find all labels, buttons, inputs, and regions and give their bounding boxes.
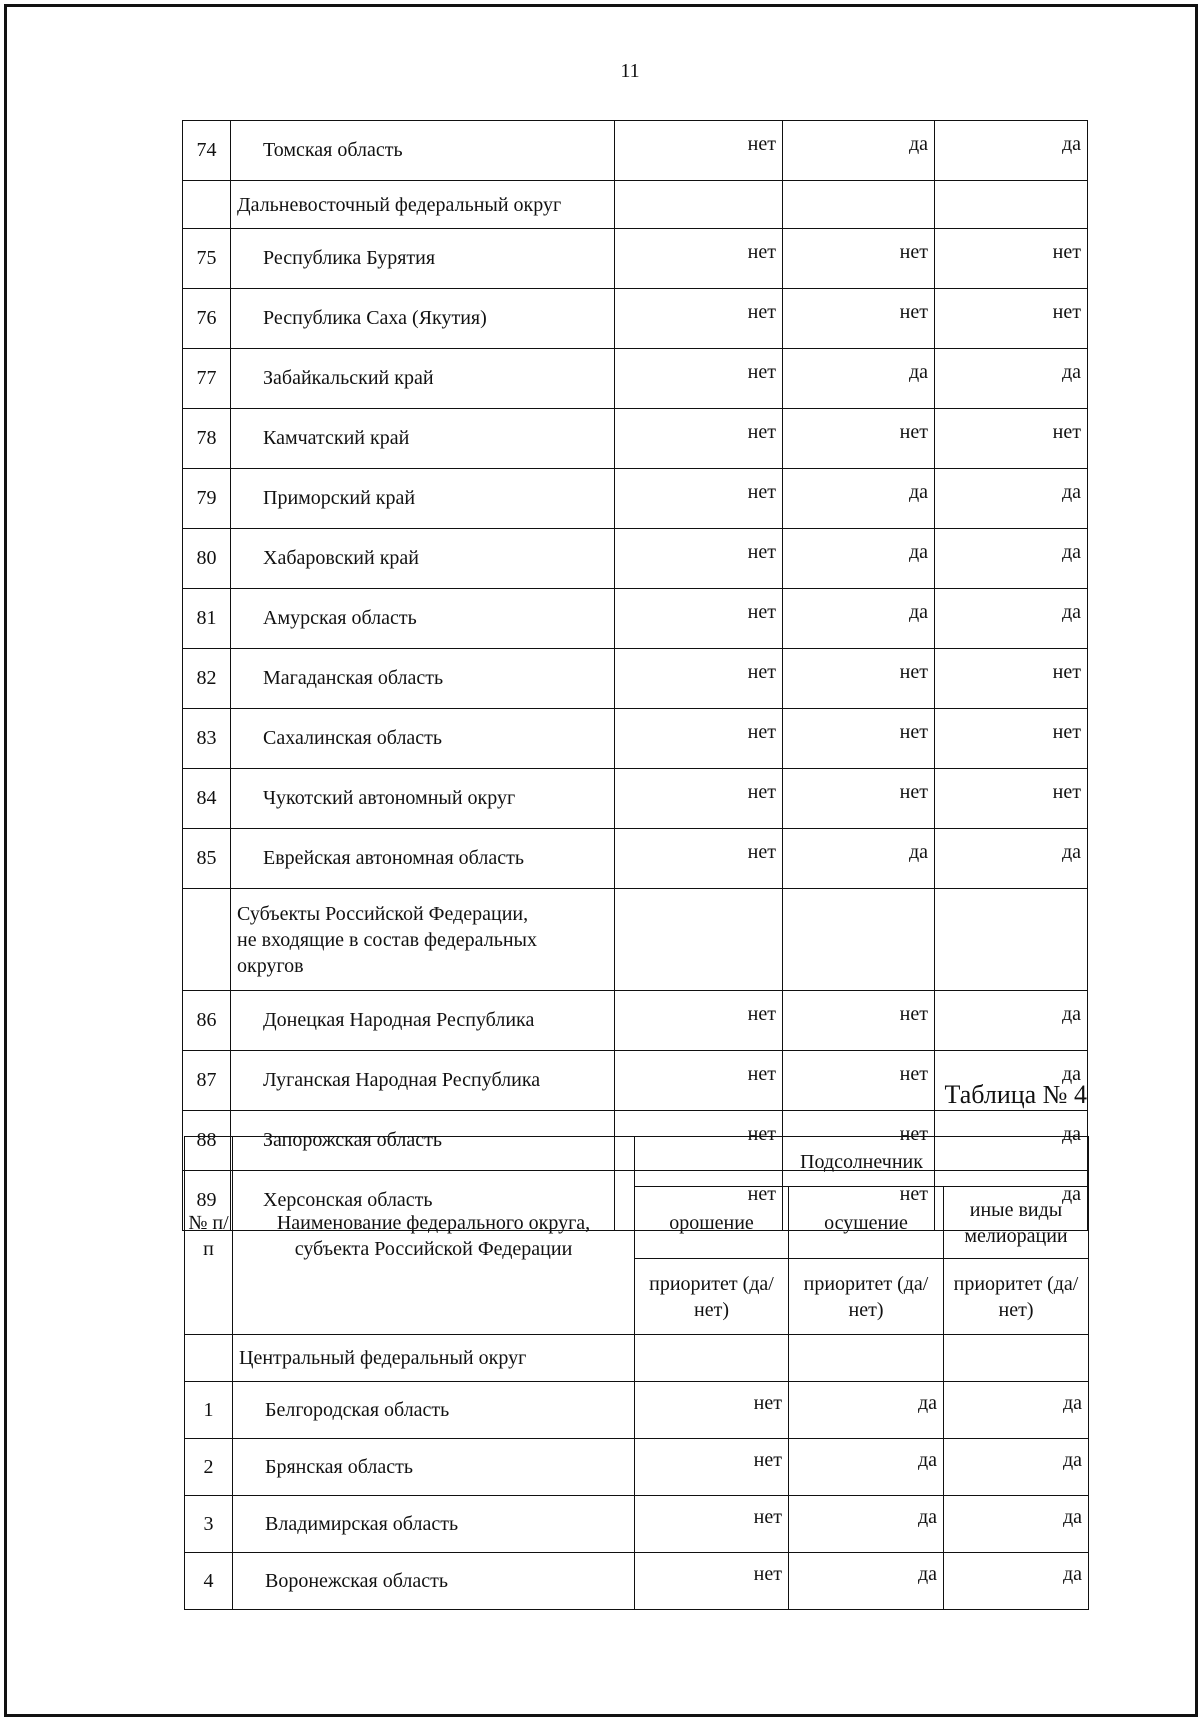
group-empty-cell	[635, 1335, 789, 1382]
row-number: 82	[183, 649, 231, 709]
value-irrigation: нет	[615, 829, 783, 889]
table-row	[183, 121, 1088, 181]
value-irrigation: нет	[635, 1553, 789, 1610]
group-empty-cell	[935, 181, 1088, 229]
table-row	[183, 529, 1088, 589]
value-irrigation: нет	[615, 349, 783, 409]
row-number: 77	[183, 349, 231, 409]
value-irrigation: нет	[615, 1111, 783, 1171]
value-irrigation: нет	[615, 409, 783, 469]
value-irrigation: нет	[635, 1496, 789, 1553]
value-other: да	[944, 1439, 1089, 1496]
value-other: да	[935, 1171, 1088, 1231]
region-name: Еврейская автономная область	[231, 829, 615, 889]
value-irrigation: нет	[615, 1171, 783, 1231]
value-drainage: нет	[783, 1051, 935, 1111]
value-irrigation: нет	[615, 469, 783, 529]
value-other: да	[944, 1496, 1089, 1553]
value-drainage: да	[783, 469, 935, 529]
value-irrigation: нет	[615, 229, 783, 289]
region-name: Республика Бурятия	[231, 229, 615, 289]
table-row	[183, 991, 1088, 1051]
value-irrigation: нет	[615, 1051, 783, 1111]
page-number: 11	[620, 60, 640, 82]
table-row	[185, 1496, 1089, 1553]
value-drainage: да	[789, 1439, 944, 1496]
value-other: нет	[935, 769, 1088, 829]
row-number: 79	[183, 469, 231, 529]
value-irrigation: нет	[615, 769, 783, 829]
region-name: Луганская Народная Республика	[231, 1051, 615, 1111]
row-number: 89	[183, 1171, 231, 1231]
region-name: Воронежская область	[233, 1553, 635, 1610]
value-drainage: нет	[783, 991, 935, 1051]
region-name: Белгородская область	[233, 1382, 635, 1439]
group-empty-cell	[615, 889, 783, 991]
value-other: да	[944, 1382, 1089, 1439]
row-number: 81	[183, 589, 231, 649]
value-other: да	[935, 349, 1088, 409]
value-other: нет	[935, 289, 1088, 349]
region-name: Чукотский автономный округ	[231, 769, 615, 829]
row-number: 84	[183, 769, 231, 829]
region-name: Приморский край	[231, 469, 615, 529]
group-num-cell	[185, 1335, 233, 1382]
table-4-title: Таблица № 4	[944, 1080, 1087, 1109]
table-row	[183, 829, 1088, 889]
group-empty-cell	[789, 1335, 944, 1382]
value-drainage: да	[783, 121, 935, 181]
region-name: Томская область	[231, 121, 615, 181]
row-number: 83	[183, 709, 231, 769]
row-number: 74	[183, 121, 231, 181]
region-name: Донецкая Народная Республика	[231, 991, 615, 1051]
value-drainage: да	[783, 529, 935, 589]
group-row	[183, 181, 1088, 229]
value-irrigation: нет	[615, 121, 783, 181]
table-row	[183, 649, 1088, 709]
table-row	[185, 1439, 1089, 1496]
value-irrigation: нет	[615, 709, 783, 769]
region-name: Забайкальский край	[231, 349, 615, 409]
region-name: Республика Саха (Якутия)	[231, 289, 615, 349]
value-drainage: да	[789, 1496, 944, 1553]
group-empty-cell	[783, 889, 935, 991]
row-number: 78	[183, 409, 231, 469]
value-drainage: нет	[783, 1171, 935, 1231]
table-row	[183, 229, 1088, 289]
value-drainage: нет	[783, 229, 935, 289]
value-other: нет	[935, 229, 1088, 289]
header-num: № п/п	[185, 1137, 233, 1335]
region-name: Камчатский край	[231, 409, 615, 469]
header-other-reclamation: иные виды мелиорации	[944, 1187, 1089, 1259]
table-row	[183, 469, 1088, 529]
row-number: 1	[185, 1382, 233, 1439]
region-name: Брянская область	[233, 1439, 635, 1496]
row-number: 76	[183, 289, 231, 349]
region-name: Владимирская область	[233, 1496, 635, 1553]
row-number: 87	[183, 1051, 231, 1111]
value-irrigation: нет	[615, 991, 783, 1051]
value-irrigation: нет	[635, 1439, 789, 1496]
table-row	[185, 1382, 1089, 1439]
region-name: Магаданская область	[231, 649, 615, 709]
value-drainage: нет	[783, 649, 935, 709]
group-name: Дальневосточный федеральный округ	[231, 181, 615, 229]
row-number: 88	[183, 1111, 231, 1171]
table-row	[185, 1553, 1089, 1610]
value-drainage: нет	[783, 709, 935, 769]
table-row	[183, 349, 1088, 409]
row-number: 4	[185, 1553, 233, 1610]
value-drainage: нет	[783, 289, 935, 349]
group-num-cell	[183, 889, 231, 991]
region-name: Запорожская область	[231, 1111, 615, 1171]
value-irrigation: нет	[615, 529, 783, 589]
value-other: да	[935, 1051, 1088, 1111]
group-num-cell	[183, 181, 231, 229]
value-other: да	[935, 529, 1088, 589]
table-4	[184, 1136, 1089, 1610]
row-number: 80	[183, 529, 231, 589]
region-name: Хабаровский край	[231, 529, 615, 589]
value-other: да	[935, 589, 1088, 649]
region-name: Херсонская область	[231, 1171, 615, 1231]
value-drainage: нет	[783, 769, 935, 829]
group-empty-cell	[615, 181, 783, 229]
group-empty-cell	[783, 181, 935, 229]
value-irrigation: нет	[635, 1382, 789, 1439]
table-row	[183, 709, 1088, 769]
header-drainage: осушение	[789, 1187, 944, 1259]
value-drainage: да	[783, 829, 935, 889]
value-drainage: нет	[783, 1111, 935, 1171]
header-name: Наименование федерального округа, субъекта Российской Федерации	[233, 1137, 635, 1335]
row-number: 86	[183, 991, 231, 1051]
header-priority-3: приоритет (да/нет)	[944, 1259, 1089, 1335]
row-number: 3	[185, 1496, 233, 1553]
group-name: Центральный федеральный округ	[233, 1335, 635, 1382]
group-empty-cell	[935, 889, 1088, 991]
group-name: Субъекты Российской Федерации, не входящие в состав федеральных округов	[231, 889, 615, 991]
value-other: нет	[935, 409, 1088, 469]
value-other: да	[935, 991, 1088, 1051]
group-row	[183, 889, 1088, 991]
value-other: нет	[935, 649, 1088, 709]
header-priority-2: приоритет (да/нет)	[789, 1259, 944, 1335]
header-crop: Подсолнечник	[635, 1137, 1089, 1187]
value-irrigation: нет	[615, 649, 783, 709]
header-irrigation: орошение	[635, 1187, 789, 1259]
region-name: Сахалинская область	[231, 709, 615, 769]
row-number: 85	[183, 829, 231, 889]
value-other: да	[935, 829, 1088, 889]
value-other: да	[935, 121, 1088, 181]
value-irrigation: нет	[615, 589, 783, 649]
value-other: да	[944, 1553, 1089, 1610]
value-irrigation: нет	[615, 289, 783, 349]
region-name: Амурская область	[231, 589, 615, 649]
table-row	[183, 409, 1088, 469]
regions-table-continued	[182, 120, 1088, 1231]
value-other: да	[935, 1111, 1088, 1171]
value-drainage: да	[783, 589, 935, 649]
group-row	[185, 1335, 1089, 1382]
group-empty-cell	[944, 1335, 1089, 1382]
table-row	[183, 589, 1088, 649]
value-drainage: да	[789, 1553, 944, 1610]
value-drainage: да	[783, 349, 935, 409]
value-drainage: нет	[783, 409, 935, 469]
value-other: нет	[935, 709, 1088, 769]
value-other: да	[935, 469, 1088, 529]
table-row	[183, 769, 1088, 829]
table-row	[183, 289, 1088, 349]
header-priority-1: приоритет (да/нет)	[635, 1259, 789, 1335]
value-drainage: да	[789, 1382, 944, 1439]
row-number: 75	[183, 229, 231, 289]
row-number: 2	[185, 1439, 233, 1496]
